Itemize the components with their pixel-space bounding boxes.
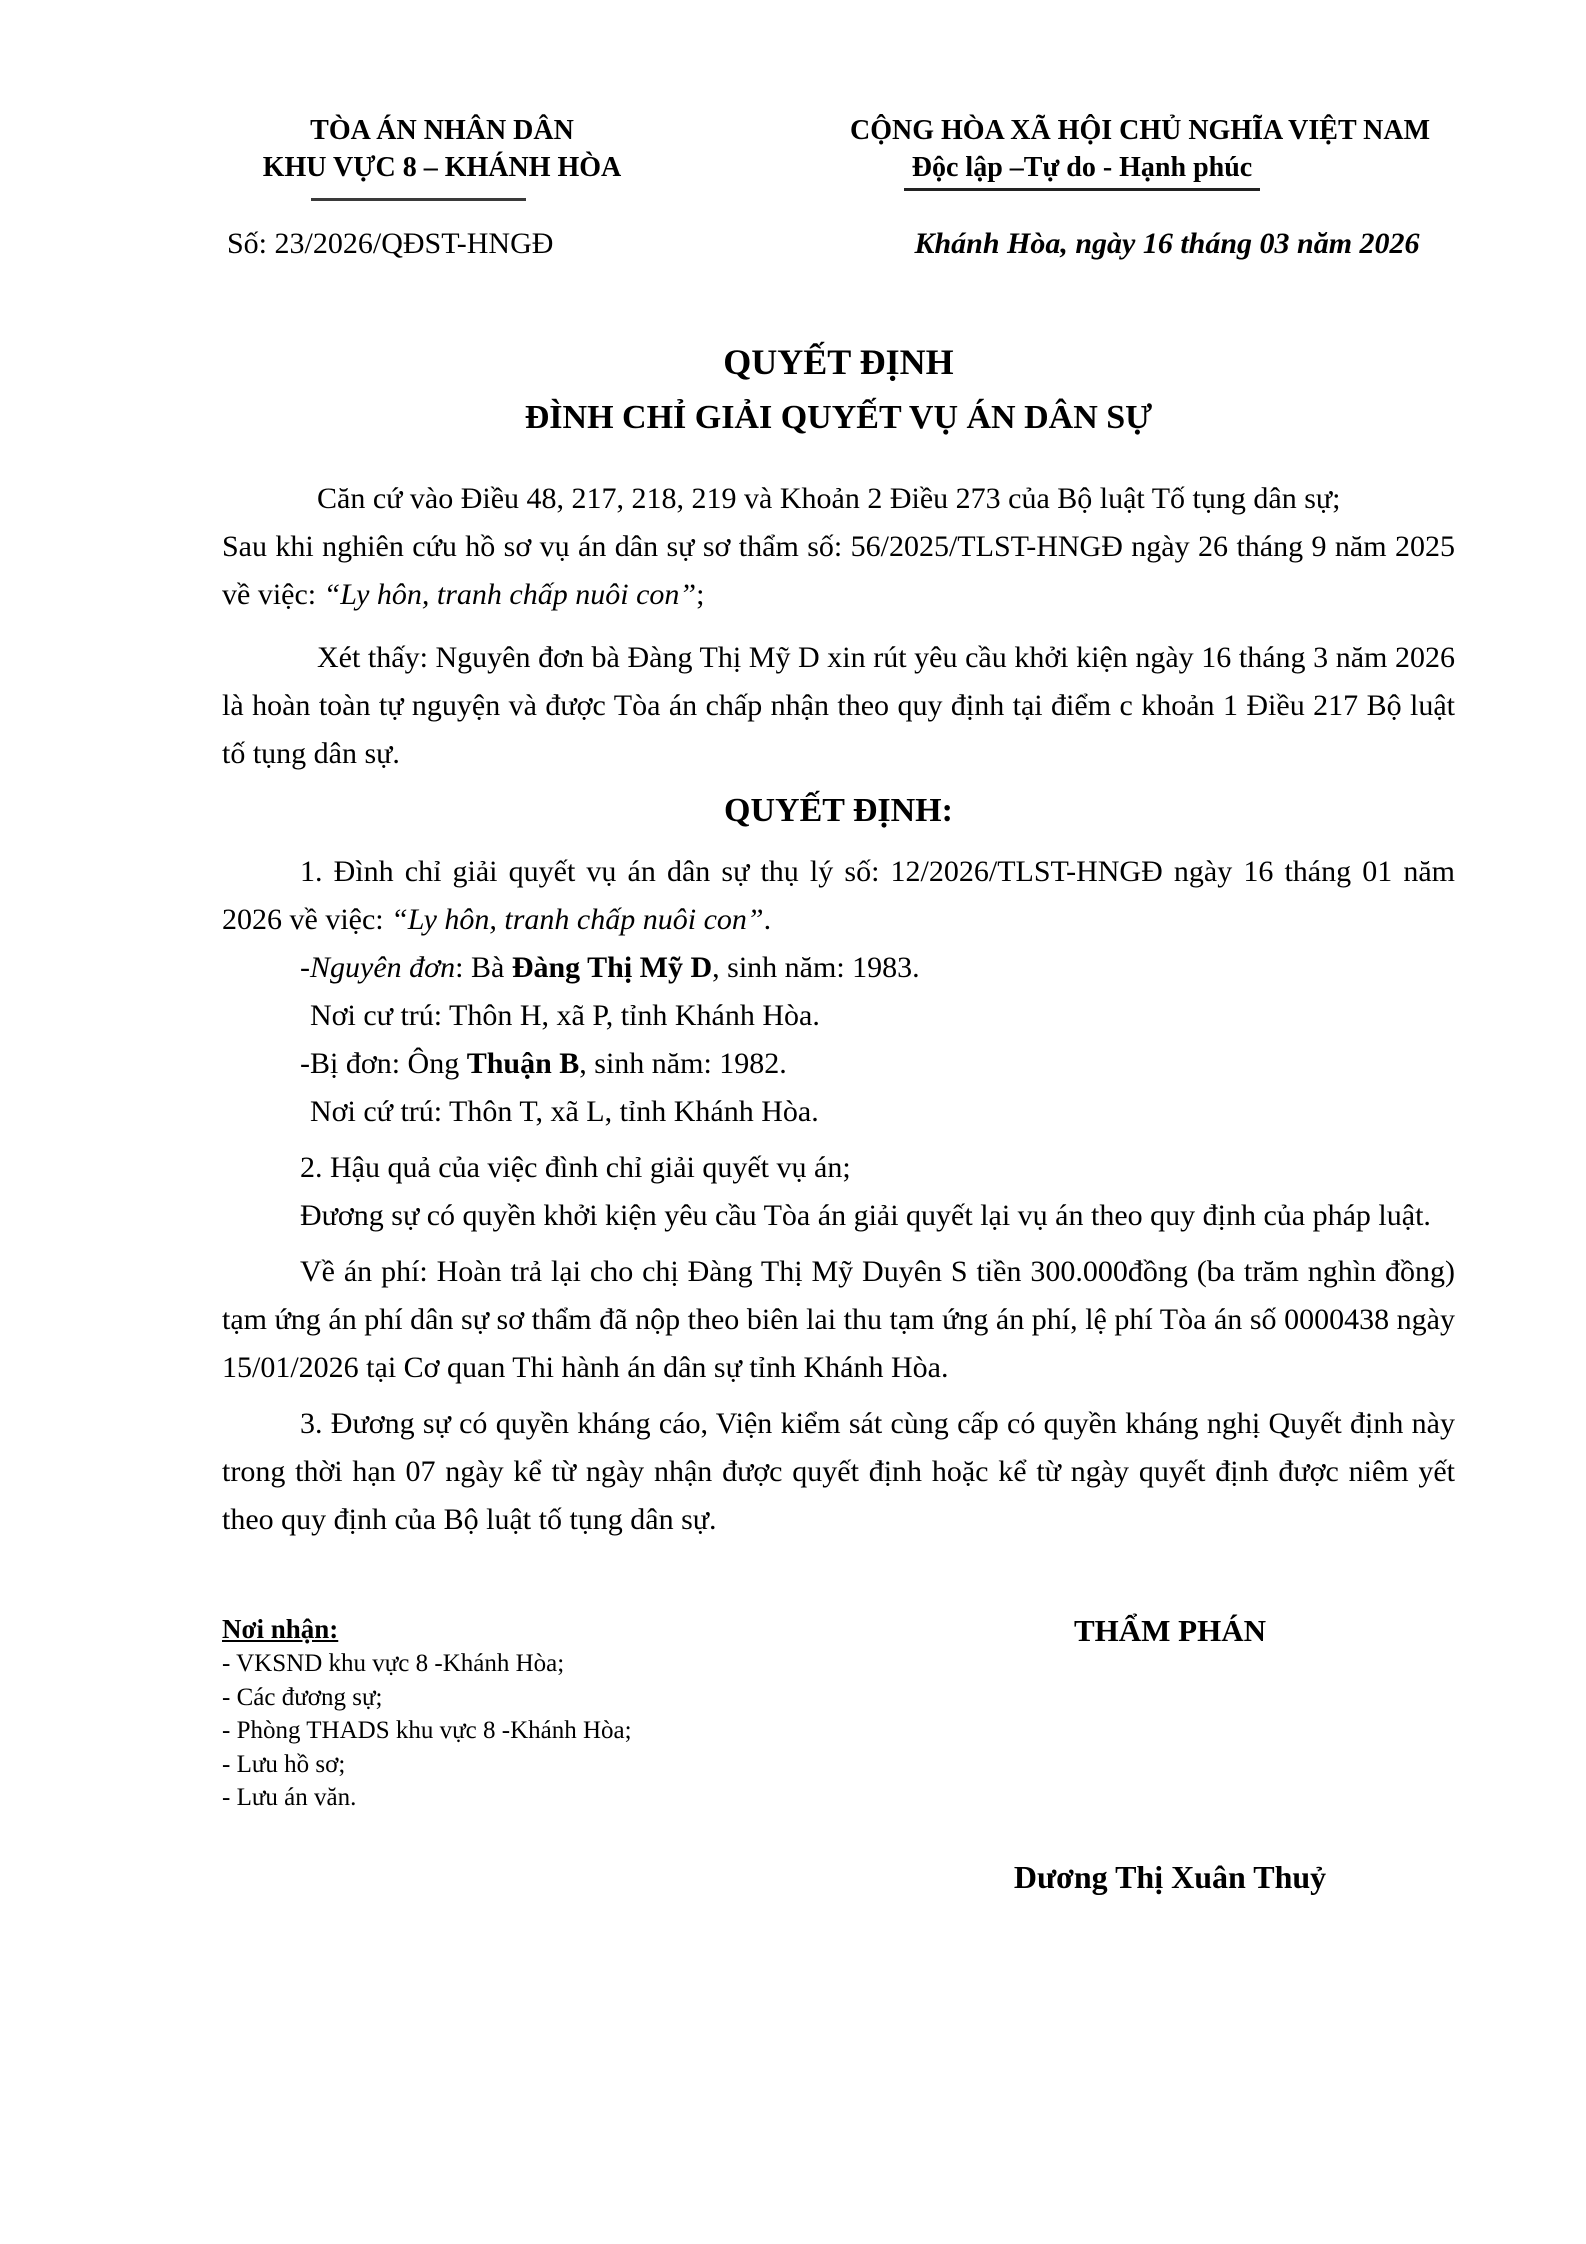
defendant-name: Thuận B bbox=[466, 1047, 580, 1080]
plaintiff-label: Nguyên đơn bbox=[310, 951, 456, 984]
plaintiff-name: Đàng Thị Mỹ D bbox=[511, 951, 713, 984]
paragraph-text: . bbox=[763, 903, 772, 936]
motto-wrap bbox=[780, 149, 1500, 191]
document-body-column bbox=[222, 339, 1455, 1544]
judge-title: THẨM PHÁN bbox=[1073, 1613, 1266, 1648]
paragraph-item1 bbox=[222, 848, 1455, 944]
paragraph-item3-appeal bbox=[222, 1400, 1455, 1544]
line-plaintiff-address bbox=[222, 992, 1455, 1040]
paragraph-legal-basis bbox=[222, 475, 1455, 523]
judge-name: Dương Thị Xuân Thuỷ bbox=[1013, 1859, 1327, 1895]
paragraph-text: Đương sự có quyền khởi kiện yêu cầu Tòa án giải quyết lại vụ án theo quy định của pháp luật. bbox=[300, 1199, 1431, 1232]
paragraph-item2-right bbox=[222, 1192, 1455, 1240]
paragraph-text: , sinh năm: 1982. bbox=[579, 1047, 787, 1080]
paragraph-text: Về án phí: Hoàn trả lại cho chị Đàng Thị Mỹ Duyên S tiền 300.000đồng (ba trăm nghìn đồng) tạm ứng án phí dân sự sơ thẩm đã nộp theo biên lai thu tạm ứng án phí, lệ phí Tòa án số 0000438 ngày 15/01/2026 tại Cơ quan Thi hành án dân sự tỉnh Khánh Hòa. bbox=[222, 1255, 1455, 1384]
paragraph-text: Xét thấy: Nguyên đơn bà Đàng Thị Mỹ D xin rút yêu cầu khởi kiện ngày 16 tháng 3 năm 2026 là hoàn toàn tự nguyện và được Tòa án chấp nhận theo quy định tại điểm c khoản 1 Điều 217 Bộ luật tố tụng dân sự. bbox=[222, 641, 1455, 770]
title-block bbox=[222, 339, 1455, 441]
paragraph-text: Nơi cứ trú: Thôn T, xã L, tỉnh Khánh Hòa. bbox=[310, 1095, 819, 1128]
paragraph-court-fee bbox=[222, 1248, 1455, 1392]
recipient-item: - Phòng THADS khu vực 8 -Khánh Hòa; bbox=[222, 1717, 632, 1745]
recipient-item: - VKSND khu vực 8 -Khánh Hòa; bbox=[222, 1650, 565, 1677]
paragraph-text: Nơi cư trú: Thôn H, xã P, tỉnh Khánh Hòa. bbox=[310, 999, 820, 1032]
recipient-item: - Các đương sự; bbox=[222, 1683, 383, 1711]
body-text bbox=[222, 475, 1455, 1544]
line-defendant bbox=[222, 1040, 1455, 1088]
issuing-court-block bbox=[222, 112, 662, 263]
paragraph-text: 2. Hậu quả của việc đình chỉ giải quyết vụ án; bbox=[300, 1151, 851, 1184]
document-number: Số: 23/2026/QĐST-HNGĐ bbox=[227, 227, 554, 260]
recipients-block bbox=[222, 1611, 782, 1897]
court-name-line2: KHU VỰC 8 – KHÁNH HÒA bbox=[262, 152, 622, 183]
line-defendant-address bbox=[222, 1088, 1455, 1136]
document-subtitle: ĐÌNH CHỈ GIẢI QUYẾT VỤ ÁN DÂN SỰ bbox=[524, 399, 1153, 436]
paragraph-text: ; bbox=[696, 578, 705, 611]
document-title: QUYẾT ĐỊNH bbox=[723, 342, 954, 382]
paragraph-text: 3. Đương sự có quyền kháng cáo, Viện kiểm sát cùng cấp có quyền kháng nghị Quyết định này trong thời hạn 07 ngày kể từ ngày nhận được quyết định hoặc kể từ ngày quyết định được niêm yết theo quy định của Bộ luật tố tụng dân sự. bbox=[222, 1407, 1455, 1536]
line-plaintiff bbox=[222, 944, 1455, 992]
document-footer bbox=[0, 1611, 1586, 1897]
court-name-line1: TÒA ÁN NHÂN DÂN bbox=[310, 115, 574, 146]
national-header-block bbox=[780, 112, 1500, 263]
paragraph-text: : Bà bbox=[455, 951, 512, 984]
paragraph-text: 1. Đình chỉ giải quyết vụ án dân sự thụ lý số: 12/2026/TLST-HNGĐ ngày 16 tháng 01 năm 2026 về việc: bbox=[222, 855, 1455, 936]
case-subject-quote: “Ly hôn, tranh chấp nuôi con” bbox=[391, 903, 764, 936]
header-divider-rule bbox=[311, 198, 526, 201]
paragraph-findings bbox=[222, 634, 1455, 778]
case-subject-quote: “Ly hôn, tranh chấp nuôi con” bbox=[323, 578, 697, 611]
dash: - bbox=[300, 951, 310, 984]
document-header bbox=[0, 112, 1586, 263]
decision-heading: QUYẾT ĐỊNH: bbox=[724, 792, 953, 829]
paragraph-text: , sinh năm: 1983. bbox=[712, 951, 920, 984]
place-date-line: Khánh Hòa, ngày 16 tháng 03 năm 2026 bbox=[914, 227, 1420, 260]
recipients-heading: Nơi nhận: bbox=[222, 1614, 339, 1644]
national-motto: Độc lập –Tự do - Hạnh phúc bbox=[904, 149, 1260, 191]
paragraph-text: Căn cứ vào Điều 48, 217, 218, 219 và Khoản 2 Điều 273 của Bộ luật Tố tụng dân sự; bbox=[317, 482, 1341, 515]
recipient-item: - Lưu án văn. bbox=[222, 1784, 357, 1812]
paragraph-case-file bbox=[222, 523, 1455, 619]
paragraph-text: Sau khi nghiên cứu hồ sơ vụ án dân sự sơ thẩm số: 56/2025/TLST-HNGĐ ngày 26 tháng 9 năm 2025 về việc: bbox=[222, 530, 1455, 611]
national-title: CỘNG HÒA XÃ HỘI CHỦ NGHĨA VIỆT NAM bbox=[849, 115, 1431, 146]
paragraph-item2 bbox=[222, 1144, 1455, 1192]
recipient-item: - Lưu hồ sơ; bbox=[222, 1750, 346, 1778]
paragraph-text: -Bị đơn: Ông bbox=[300, 1047, 467, 1080]
signature-block bbox=[950, 1611, 1390, 1897]
